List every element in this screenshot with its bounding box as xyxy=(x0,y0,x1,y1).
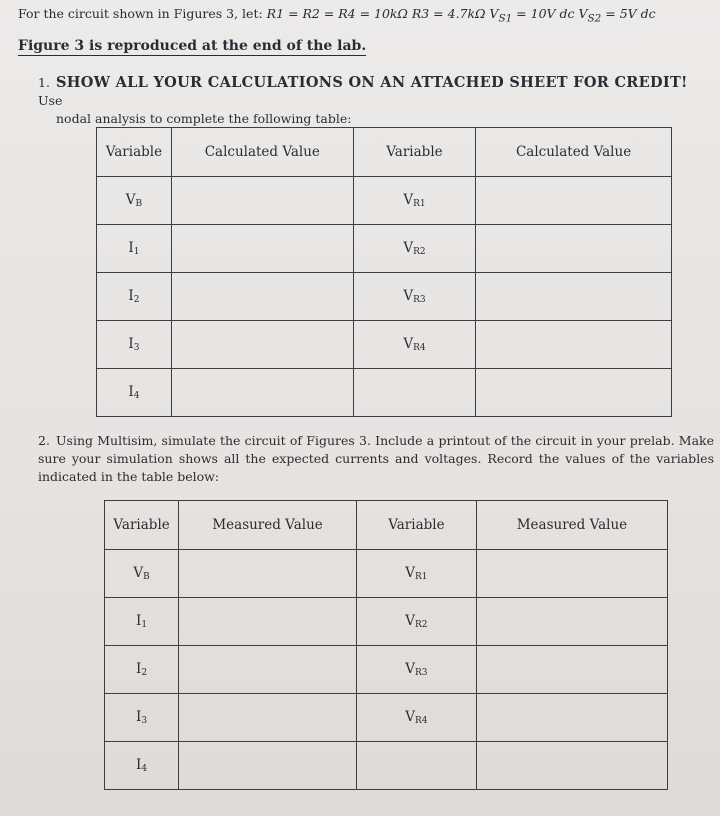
question-1-number: 1. xyxy=(38,75,50,90)
question-1-text-2: nodal analysis to complete the following table: xyxy=(56,111,352,126)
measured-values-table xyxy=(104,500,668,790)
calculated-value-cell[interactable] xyxy=(171,177,353,225)
question-1 xyxy=(38,74,714,128)
column-header: Measured Value xyxy=(179,501,357,550)
measured-value-cell[interactable] xyxy=(476,742,667,790)
variable-symbol: V xyxy=(405,613,416,629)
question-1-emphasis: SHOW ALL YOUR CALCULATIONS ON AN ATTACHED SHEET FOR CREDIT! xyxy=(56,74,688,91)
variable-subscript: R4 xyxy=(415,716,428,726)
figure-note: Figure 3 is reproduced at the end of the lab. xyxy=(18,38,367,54)
question-2 xyxy=(38,432,714,486)
calculated-value-cell[interactable] xyxy=(171,273,353,321)
variable-subscript: B xyxy=(135,199,143,209)
column-header: Variable xyxy=(97,128,172,177)
calculated-value-cell[interactable] xyxy=(171,321,353,369)
table-header-row xyxy=(97,128,672,177)
header-vs2-sub: S2 xyxy=(587,12,602,25)
calculated-value-cell[interactable] xyxy=(476,177,672,225)
question-2-text: Using Multisim, simulate the circuit of Figures 3. Include a printout of the circuit in your prelab. Make sure your simulation shows all the expected currents and voltages. Record the values of the variables indicated in the table below: xyxy=(38,433,714,484)
measured-value-cell[interactable] xyxy=(179,598,357,646)
table-row xyxy=(105,742,668,790)
variable-symbol: I xyxy=(136,757,142,773)
circuit-parameters xyxy=(18,6,656,25)
variable-cell xyxy=(97,369,172,417)
table-row xyxy=(97,273,672,321)
table-row xyxy=(97,321,672,369)
variable-cell xyxy=(356,550,476,598)
variable-subscript: 4 xyxy=(141,764,148,774)
variable-subscript: R1 xyxy=(413,199,426,209)
variable-cell xyxy=(105,598,179,646)
measured-value-cell[interactable] xyxy=(179,646,357,694)
variable-symbol: V xyxy=(405,709,416,725)
variable-cell xyxy=(97,225,172,273)
variable-symbol: V xyxy=(403,288,414,304)
variable-cell xyxy=(353,321,475,369)
variable-symbol: I xyxy=(128,336,134,352)
header-vs1-value: = 10V dc V xyxy=(512,6,588,21)
variable-subscript: 3 xyxy=(141,716,148,726)
variable-subscript: R3 xyxy=(415,668,428,678)
calculated-value-cell[interactable] xyxy=(171,225,353,273)
question-1-text: Use xyxy=(38,93,63,108)
variable-subscript: 1 xyxy=(141,620,148,630)
measured-value-cell[interactable] xyxy=(179,694,357,742)
variable-symbol: I xyxy=(128,240,134,256)
column-header: Calculated Value xyxy=(476,128,672,177)
variable-subscript: R3 xyxy=(413,295,426,305)
calculated-value-cell[interactable] xyxy=(476,225,672,273)
column-header: Variable xyxy=(356,501,476,550)
variable-subscript: B xyxy=(143,572,150,582)
calculated-value-cell[interactable] xyxy=(476,369,672,417)
column-header: Calculated Value xyxy=(171,128,353,177)
variable-subscript: R2 xyxy=(413,247,426,257)
table-row xyxy=(105,694,668,742)
calculated-value-cell[interactable] xyxy=(476,321,672,369)
variable-cell xyxy=(105,694,179,742)
variable-cell xyxy=(105,742,179,790)
header-vs1-sub: S1 xyxy=(498,12,513,25)
header-intro: For the circuit shown in Figures 3, let: xyxy=(18,6,263,21)
variable-symbol: I xyxy=(136,661,142,677)
variable-subscript: R1 xyxy=(415,572,428,582)
variable-cell xyxy=(356,598,476,646)
variable-subscript: 4 xyxy=(133,391,140,401)
table-row xyxy=(97,177,672,225)
variable-symbol: V xyxy=(403,336,414,352)
empty-variable-cell xyxy=(356,742,476,790)
calculated-value-cell[interactable] xyxy=(171,369,353,417)
measured-value-cell[interactable] xyxy=(476,550,667,598)
calculated-values-table xyxy=(96,127,672,417)
column-header: Variable xyxy=(353,128,475,177)
measured-value-cell[interactable] xyxy=(476,694,667,742)
measured-value-cell[interactable] xyxy=(476,646,667,694)
variable-cell xyxy=(105,550,179,598)
calculated-value-cell[interactable] xyxy=(476,273,672,321)
measured-value-cell[interactable] xyxy=(476,598,667,646)
variable-symbol: I xyxy=(128,384,134,400)
variable-subscript: 2 xyxy=(133,295,140,305)
variable-cell xyxy=(356,646,476,694)
variable-subscript: 3 xyxy=(133,343,140,353)
table-row xyxy=(97,369,672,417)
variable-subscript: R2 xyxy=(415,620,428,630)
variable-cell xyxy=(97,273,172,321)
table-row xyxy=(105,550,668,598)
empty-variable-cell xyxy=(353,369,475,417)
table-header-row xyxy=(105,501,668,550)
header-vs2-value: = 5V dc xyxy=(601,6,656,21)
table-row xyxy=(105,646,668,694)
table-row xyxy=(97,225,672,273)
header-values: R1 = R2 = R4 = 10kΩ R3 = 4.7kΩ V xyxy=(266,6,499,21)
question-2-number: 2. xyxy=(38,433,50,448)
variable-symbol: V xyxy=(403,192,414,208)
variable-symbol: V xyxy=(403,240,414,256)
variable-cell xyxy=(353,225,475,273)
variable-symbol: I xyxy=(136,709,142,725)
variable-cell xyxy=(356,694,476,742)
variable-cell xyxy=(105,646,179,694)
variable-subscript: 1 xyxy=(133,247,140,257)
measured-value-cell[interactable] xyxy=(179,742,357,790)
column-header: Variable xyxy=(105,501,179,550)
variable-cell xyxy=(97,321,172,369)
variable-subscript: R4 xyxy=(413,343,426,353)
variable-symbol: V xyxy=(133,565,144,581)
variable-symbol: I xyxy=(128,288,134,304)
variable-symbol: V xyxy=(405,565,416,581)
table-row xyxy=(105,598,668,646)
measured-value-cell[interactable] xyxy=(179,550,357,598)
column-header: Measured Value xyxy=(476,501,667,550)
variable-cell xyxy=(353,177,475,225)
variable-cell xyxy=(97,177,172,225)
variable-symbol: V xyxy=(405,661,416,677)
variable-symbol: I xyxy=(136,613,142,629)
variable-symbol: V xyxy=(125,192,136,208)
variable-cell xyxy=(353,273,475,321)
variable-subscript: 2 xyxy=(141,668,148,678)
